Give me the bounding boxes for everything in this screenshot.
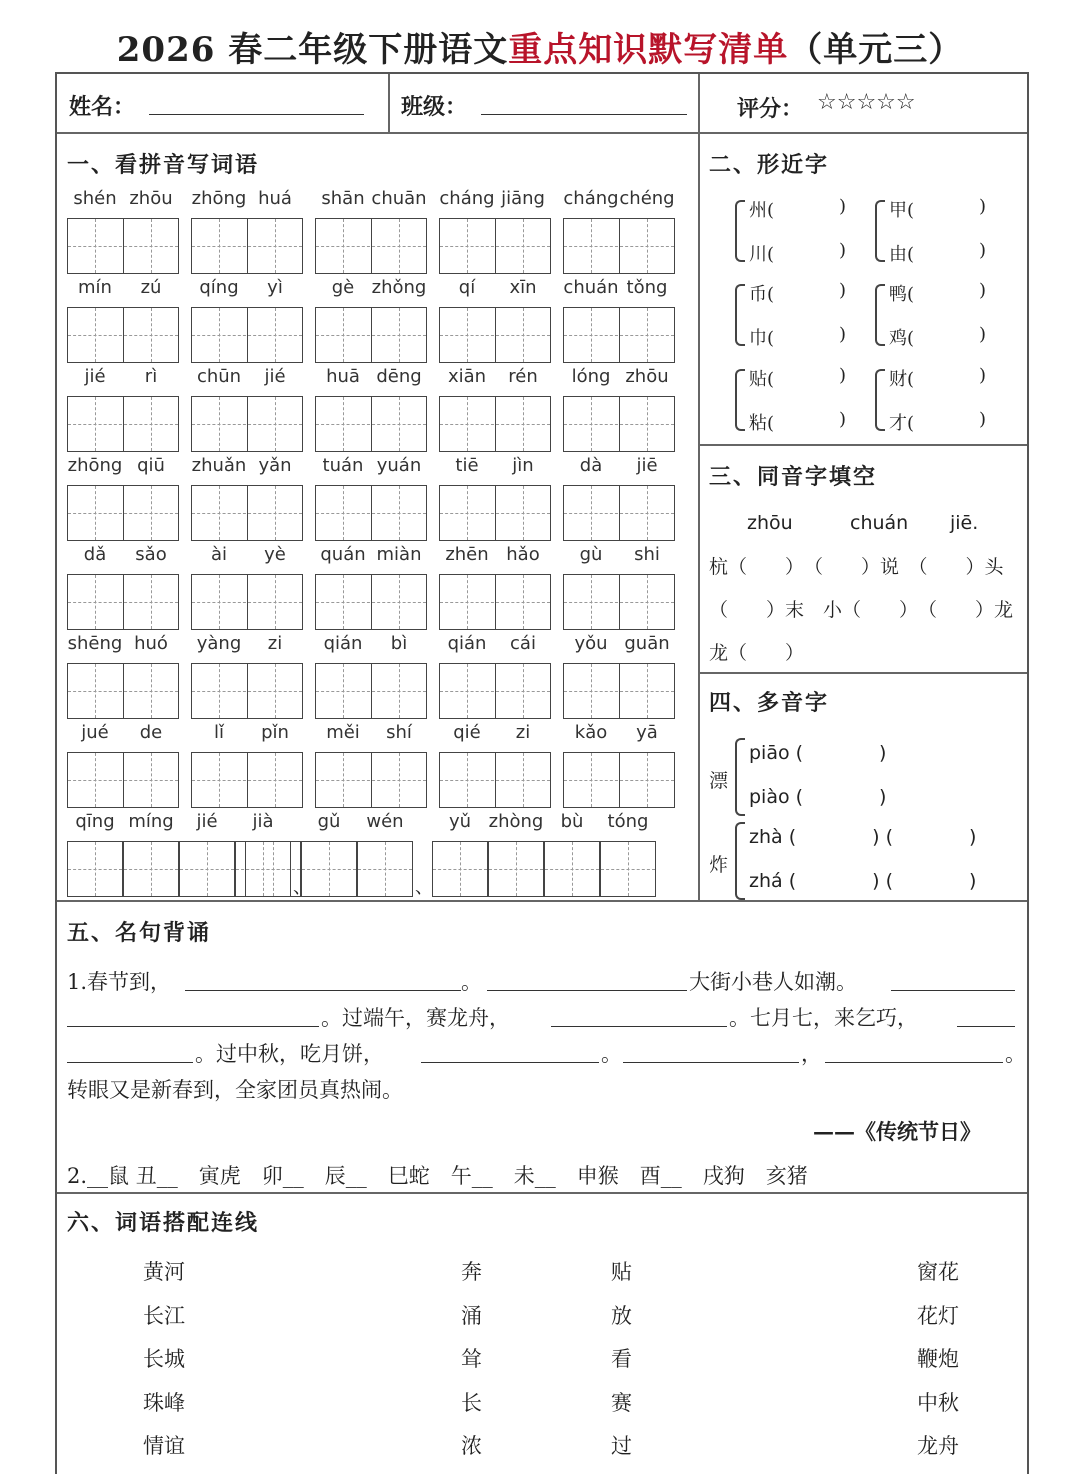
pinyin-label: huó [134, 633, 168, 654]
section4-title: 四、多音字 [709, 690, 830, 716]
brace [735, 822, 745, 900]
pinyin-label: bì [390, 633, 408, 654]
brace [875, 200, 885, 262]
match-word[interactable]: 放 [611, 1303, 632, 1328]
title-red: 重点知识默写清单 [508, 30, 789, 70]
pinyin-label: míng [128, 811, 174, 832]
match-word[interactable]: 长城 [143, 1347, 185, 1371]
pinyin-label: jié [264, 366, 286, 387]
similar-char[interactable]: 鸡( [889, 328, 915, 349]
writing-box[interactable] [439, 218, 551, 274]
pinyin-label: tiē [455, 455, 479, 476]
pinyin-label: ài [210, 544, 228, 565]
match-word[interactable]: 长 [461, 1390, 482, 1415]
pinyin-label: yàng [196, 633, 242, 654]
pinyin-label: gè [331, 277, 355, 298]
match-word[interactable]: 龙舟 [917, 1434, 959, 1458]
pinyin-label: jié [84, 366, 106, 387]
writing-box[interactable] [439, 396, 551, 452]
separator: 、 [293, 877, 311, 898]
pinyin-label: lǐ [213, 722, 224, 743]
pinyin-label: zhēn [445, 544, 489, 565]
pinyin-label: chuán [563, 277, 619, 298]
homophone-pinyin-3: jiē. [950, 512, 979, 534]
blank[interactable] [551, 1026, 727, 1027]
pinyin-label: rén [508, 366, 538, 387]
match-word[interactable]: 珠峰 [143, 1390, 185, 1415]
pinyin-label: chūn [196, 366, 242, 387]
match-word[interactable]: 鞭炮 [917, 1347, 959, 1371]
section3-title: 三、同音字填空 [709, 464, 878, 490]
match-word[interactable]: 中秋 [917, 1390, 959, 1415]
divider [698, 672, 1027, 674]
pinyin-label: yuán [376, 455, 422, 476]
pinyin-label: tuán [322, 455, 364, 476]
similar-char[interactable]: 才( [889, 413, 915, 434]
polyphone-line-2[interactable]: piào ( ) [749, 786, 887, 808]
brace [735, 200, 745, 262]
similar-char[interactable]: 川( [749, 244, 775, 265]
pinyin-label: mín [78, 277, 112, 298]
divider [698, 74, 700, 900]
pinyin-label: dà [579, 455, 603, 476]
polyphone-char-2: 炸 [709, 854, 729, 876]
match-word[interactable]: 花灯 [917, 1303, 959, 1328]
close-paren: ) [979, 196, 987, 217]
writing-box[interactable] [315, 485, 427, 541]
similar-char[interactable]: 由( [889, 244, 915, 265]
title-tail: （单元三） [788, 30, 964, 70]
pinyin-label: pǐn [261, 722, 289, 743]
pinyin-label: zi [267, 633, 283, 654]
pinyin-label: miàn [376, 544, 422, 565]
close-paren: ) [979, 324, 987, 345]
writing-box[interactable] [191, 752, 303, 808]
writing-cell[interactable] [123, 841, 179, 897]
similar-char[interactable]: 贴( [749, 369, 775, 390]
pinyin-label: qīng [75, 811, 115, 832]
polyphone-line-4[interactable]: zhá ( ) ( ) [749, 870, 977, 892]
similar-char[interactable]: 财( [889, 369, 915, 390]
writing-box[interactable] [563, 307, 675, 363]
polyphone-char-1: 漂 [709, 770, 729, 792]
divider [57, 132, 1027, 134]
brace [735, 738, 745, 816]
similar-char[interactable]: 币( [749, 284, 775, 305]
match-word[interactable]: 奔 [461, 1260, 482, 1284]
pinyin-label: zhōng [67, 455, 123, 476]
divider [57, 1192, 1027, 1194]
title-black: 2026 春二年级下册语文 [116, 30, 509, 70]
pinyin-label: chuān [371, 188, 427, 209]
pinyin-label: yā [636, 722, 658, 743]
pinyin-label: tǒng [626, 277, 668, 298]
poem-text: 。过中秋，吃月饼， [195, 1042, 384, 1066]
pinyin-label: qián [323, 633, 363, 654]
pinyin-label: zhōu [625, 366, 669, 387]
writing-cell[interactable] [600, 841, 656, 897]
writing-box[interactable] [563, 574, 675, 630]
writing-cell[interactable] [432, 841, 488, 897]
close-paren: ) [839, 196, 847, 217]
pinyin-label: qí [458, 277, 476, 298]
writing-cell[interactable] [301, 841, 357, 897]
poem-text: 。七月七，来乞巧， [729, 1006, 918, 1030]
writing-cell[interactable] [67, 841, 123, 897]
pinyin-label: qié [453, 722, 481, 743]
writing-box[interactable] [315, 663, 427, 719]
writing-box[interactable] [67, 307, 179, 363]
writing-box[interactable] [563, 396, 675, 452]
writing-box[interactable] [315, 752, 427, 808]
separator: 、 [415, 877, 433, 898]
blank[interactable] [825, 1062, 1003, 1063]
class-label: 班级： [401, 94, 468, 120]
pinyin-label: jiāng [501, 188, 545, 209]
close-paren: ) [839, 280, 847, 301]
pinyin-label: jìn [512, 455, 534, 476]
pinyin-label: zhuǎn [191, 455, 247, 476]
section2-title: 二、形近字 [709, 152, 830, 178]
close-paren: ) [979, 240, 987, 261]
pinyin-label: shi [634, 544, 660, 565]
poem-text: 大街小巷人如潮。 [689, 970, 857, 994]
section6-title: 六、词语搭配连线 [67, 1210, 260, 1236]
pinyin-label: chéng [619, 188, 675, 209]
blank[interactable] [487, 990, 687, 991]
pinyin-label: gù [579, 544, 603, 565]
poem-text: 。 [1005, 1042, 1026, 1066]
similar-char[interactable]: 鸭( [889, 284, 915, 305]
pinyin-label: kǎo [574, 722, 608, 743]
poem-source: ——《传统节日》 [813, 1119, 981, 1144]
poem-text: 转眼又是新春到，全家团员真热闹。 [67, 1078, 403, 1102]
page-title [0, 22, 1080, 71]
pinyin-label: dǎ [83, 544, 107, 565]
writing-box[interactable] [67, 752, 179, 808]
polyphone-line-1[interactable]: piāo ( ) [749, 742, 887, 764]
writing-cell[interactable] [179, 841, 235, 897]
writing-box[interactable] [67, 574, 179, 630]
class-field[interactable] [481, 114, 687, 115]
pinyin-label: zhōng [191, 188, 247, 209]
writing-box[interactable] [315, 307, 427, 363]
pinyin-label: shān [321, 188, 365, 209]
blank[interactable] [891, 990, 1015, 991]
homophone-pinyin-1: zhōu [747, 512, 793, 534]
poem-text: 。过端午，赛龙舟， [321, 1006, 510, 1030]
writing-cell[interactable] [245, 841, 301, 897]
pinyin-label: wén [366, 811, 404, 832]
pinyin-label: hǎo [506, 544, 540, 565]
match-word[interactable]: 耸 [461, 1347, 482, 1371]
pinyin-label: jué [81, 722, 109, 743]
writing-box[interactable] [563, 218, 675, 274]
section5-title: 五、名句背诵 [67, 920, 212, 946]
pinyin-label: yì [267, 277, 283, 298]
match-word[interactable]: 长江 [143, 1303, 185, 1328]
match-word[interactable]: 情谊 [143, 1434, 185, 1458]
pinyin-label: bù [560, 811, 584, 832]
pinyin-label: huā [326, 366, 360, 387]
close-paren: ) [839, 365, 847, 386]
pinyin-label: qiū [137, 455, 165, 476]
brace [735, 369, 745, 431]
homophone-line-3[interactable]: 龙（ ） [709, 642, 805, 664]
close-paren: ) [839, 409, 847, 430]
name-label: 姓名： [69, 94, 136, 120]
pinyin-label: jié [196, 811, 218, 832]
blank[interactable] [67, 1026, 319, 1027]
poem-text: ， [801, 1042, 822, 1066]
match-word[interactable]: 赛 [611, 1390, 632, 1415]
pinyin-label: qíng [199, 277, 239, 298]
match-word[interactable]: 窗花 [917, 1260, 959, 1284]
pinyin-label: lóng [571, 366, 611, 387]
pinyin-label: měi [326, 722, 360, 743]
match-word[interactable]: 黄河 [143, 1260, 185, 1284]
blank[interactable] [185, 990, 461, 991]
writing-cell[interactable] [357, 841, 413, 897]
pinyin-label: huá [258, 188, 292, 209]
close-paren: ) [979, 365, 987, 386]
writing-box[interactable] [191, 574, 303, 630]
writing-box[interactable] [439, 307, 551, 363]
writing-box[interactable] [67, 396, 179, 452]
name-field[interactable] [149, 114, 364, 115]
section1-title: 一、看拼音写词语 [67, 152, 260, 178]
poem-text: 。 [601, 1042, 622, 1066]
match-word[interactable]: 浓 [461, 1434, 482, 1458]
pinyin-label: jiē [636, 455, 658, 476]
blank[interactable] [623, 1062, 799, 1063]
pinyin-label: yǒu [574, 633, 608, 654]
homophone-line-1[interactable]: 杭（ ） （ ）说 （ ）头 [709, 556, 1004, 578]
pinyin-label: xīn [509, 277, 537, 298]
pinyin-label: cháng [563, 188, 619, 209]
homophone-line-2[interactable]: （ ）末 小（ ） （ ）龙 [709, 599, 1014, 621]
pinyin-label: yǎn [258, 455, 292, 476]
pinyin-label: shén [73, 188, 117, 209]
writing-box[interactable] [191, 218, 303, 274]
writing-cell[interactable] [544, 841, 600, 897]
pinyin-label: yè [264, 544, 286, 565]
writing-box[interactable] [563, 752, 675, 808]
blank[interactable] [67, 1062, 193, 1063]
pinyin-label: sǎo [135, 544, 167, 565]
divider [698, 444, 1027, 446]
blank[interactable] [957, 1026, 1015, 1027]
writing-box[interactable] [315, 574, 427, 630]
writing-box[interactable] [67, 218, 179, 274]
divider [388, 74, 390, 132]
pinyin-label: dēng [376, 366, 422, 387]
writing-box[interactable] [191, 307, 303, 363]
writing-box[interactable] [191, 396, 303, 452]
writing-box[interactable] [67, 663, 179, 719]
writing-box[interactable] [439, 574, 551, 630]
pinyin-label: shēng [67, 633, 123, 654]
writing-box[interactable] [315, 218, 427, 274]
match-word[interactable]: 看 [611, 1347, 632, 1371]
brace [735, 284, 745, 346]
similar-char[interactable]: 州( [749, 200, 775, 221]
pinyin-label: yǔ [448, 811, 472, 832]
pinyin-label: zú [140, 277, 162, 298]
writing-box[interactable] [563, 663, 675, 719]
writing-box[interactable] [563, 485, 675, 541]
similar-char[interactable]: 粘( [749, 413, 775, 434]
close-paren: ) [839, 240, 847, 261]
writing-box[interactable] [191, 485, 303, 541]
pinyin-label: cháng [439, 188, 495, 209]
match-word[interactable]: 过 [611, 1434, 632, 1458]
poem-text: 1.春节到， [67, 970, 172, 994]
pinyin-label: xiān [447, 366, 487, 387]
divider [57, 900, 1027, 902]
pinyin-label: quán [320, 544, 366, 565]
close-paren: ) [839, 324, 847, 345]
match-word[interactable]: 涌 [461, 1303, 482, 1328]
star-rating[interactable]: ☆☆☆☆☆ [817, 90, 916, 115]
pinyin-label: qián [447, 633, 487, 654]
polyphone-line-3[interactable]: zhà ( ) ( ) [749, 826, 977, 848]
similar-char[interactable]: 巾( [749, 328, 775, 349]
pinyin-label: zhòng [488, 811, 544, 832]
writing-box[interactable] [439, 663, 551, 719]
writing-box[interactable] [315, 396, 427, 452]
pinyin-label: gǔ [317, 811, 341, 832]
close-paren: ) [979, 280, 987, 301]
poem-text: 。 [461, 970, 482, 994]
pinyin-label: jià [252, 811, 274, 832]
close-paren: ) [979, 409, 987, 430]
brace [875, 284, 885, 346]
writing-box[interactable] [439, 485, 551, 541]
worksheet [55, 72, 1029, 1474]
writing-cell[interactable] [488, 841, 544, 897]
pinyin-label: zi [515, 722, 531, 743]
brace [875, 369, 885, 431]
pinyin-label: guān [624, 633, 670, 654]
pinyin-label: cái [510, 633, 536, 654]
homophone-pinyin-2: chuán [850, 512, 909, 534]
writing-box[interactable] [67, 485, 179, 541]
similar-char[interactable]: 甲( [889, 200, 915, 221]
writing-box[interactable] [191, 663, 303, 719]
pinyin-label: shí [386, 722, 412, 743]
score-label: 评分： [737, 96, 804, 122]
pinyin-label: tóng [607, 811, 649, 832]
blank[interactable] [421, 1062, 599, 1063]
zodiac-line[interactable]: 2.__鼠 丑__ 寅虎 卯__ 辰__ 巳蛇 午__ 未__ 申猴 酉__ 戌狗 亥猪 [67, 1164, 808, 1188]
pinyin-label: zhōu [129, 188, 173, 209]
match-word[interactable]: 贴 [611, 1260, 632, 1284]
pinyin-label: rì [144, 366, 158, 387]
writing-box[interactable] [439, 752, 551, 808]
pinyin-label: de [139, 722, 163, 743]
pinyin-label: zhǒng [371, 277, 427, 298]
